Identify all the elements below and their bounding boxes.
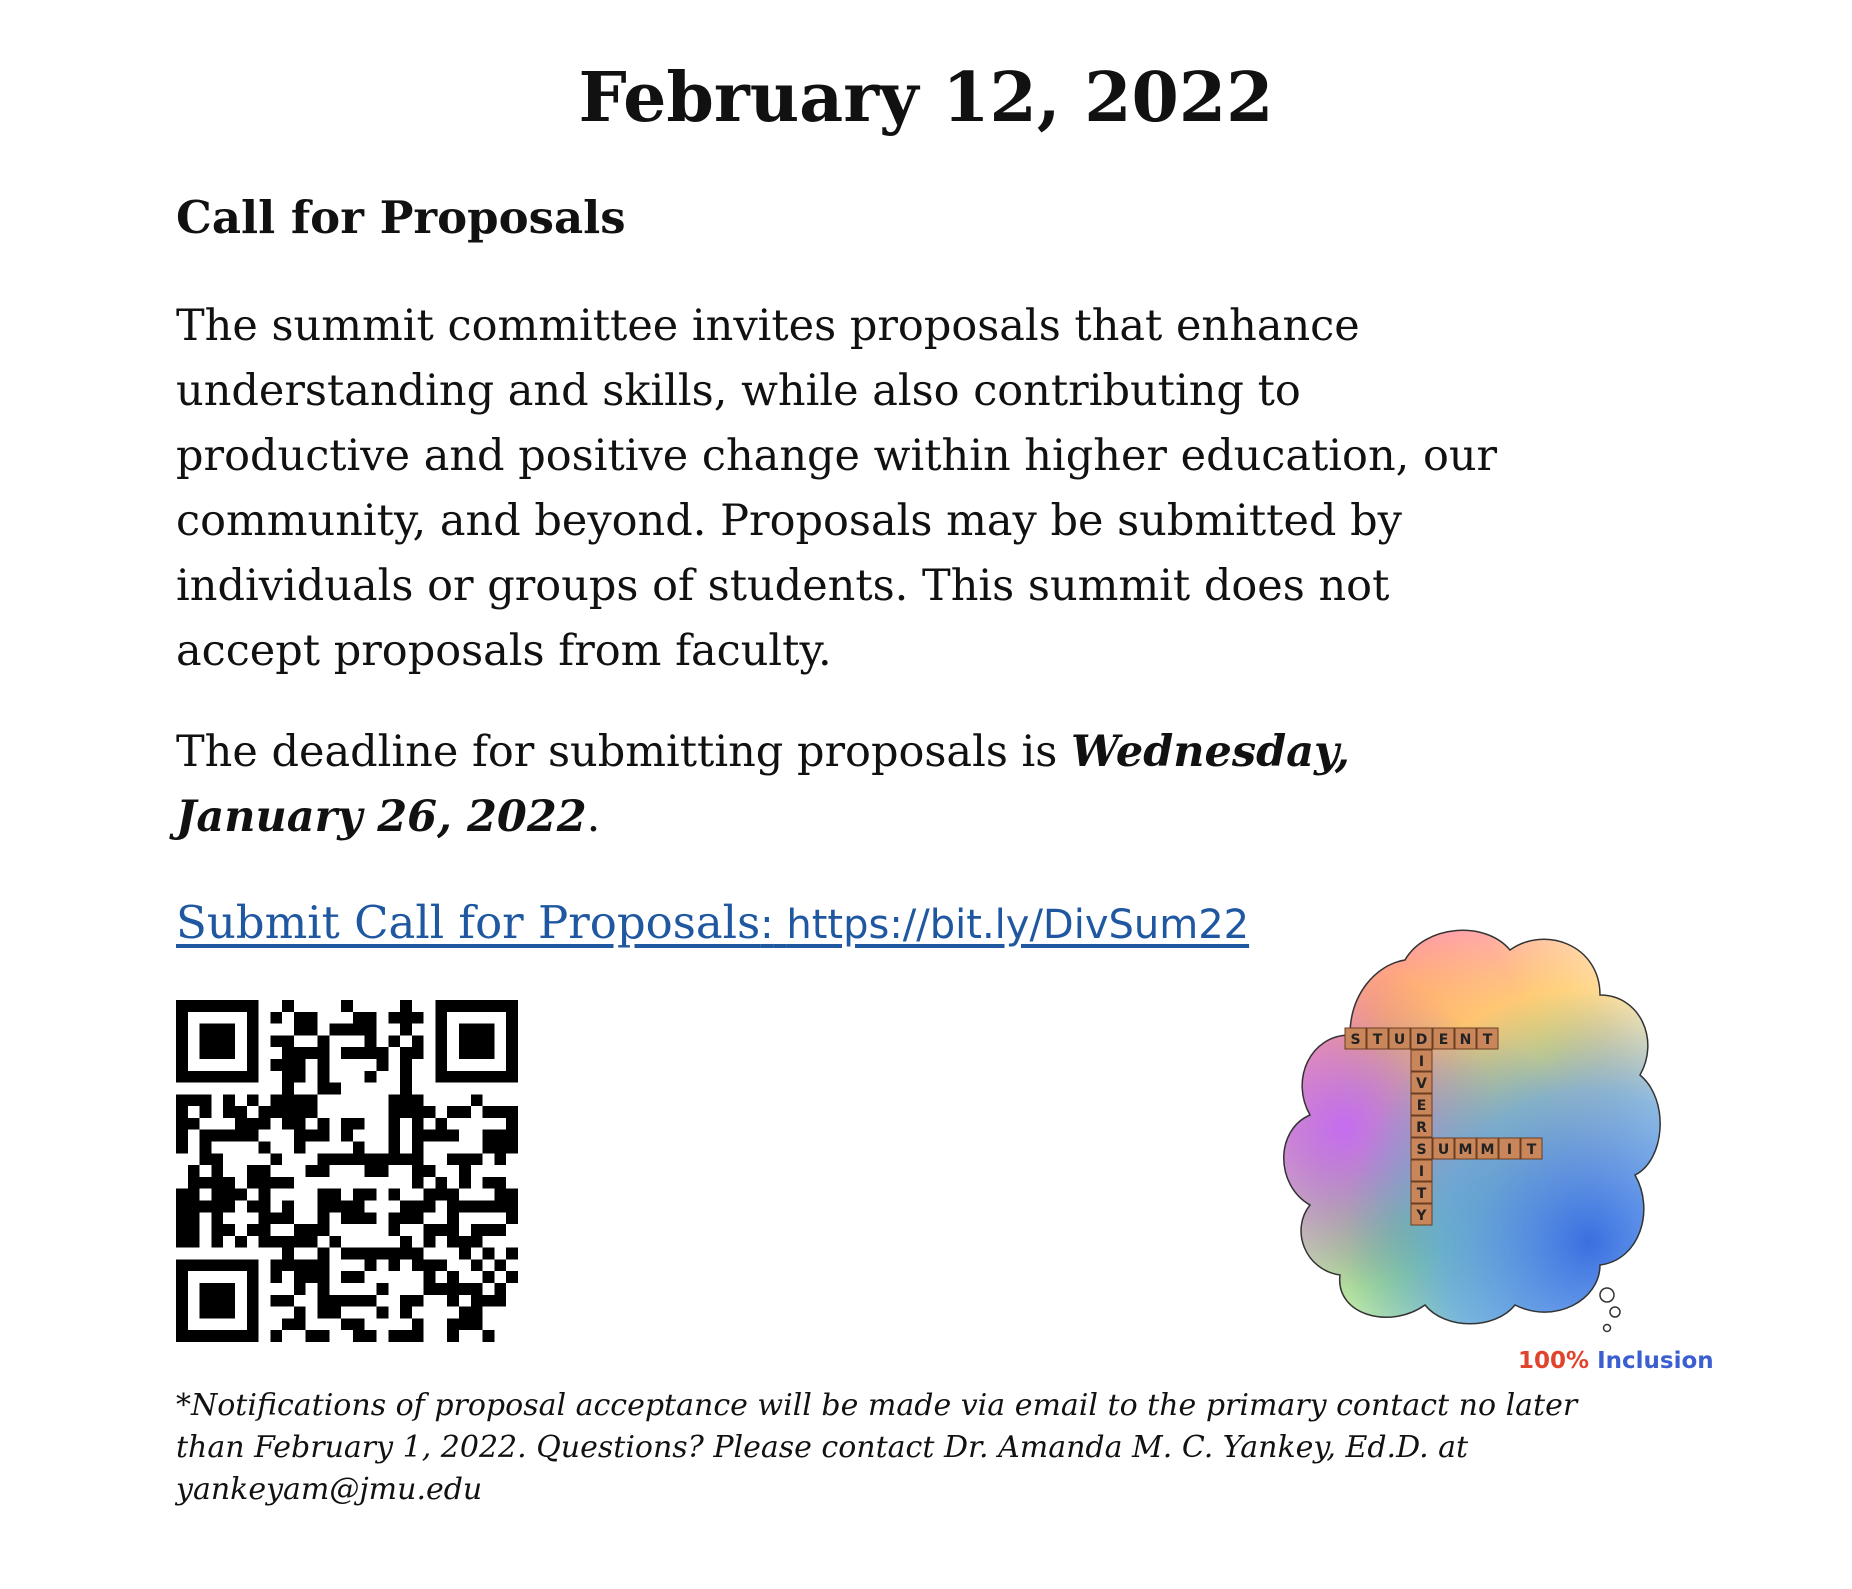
letter-tile-text: T — [1526, 1142, 1537, 1158]
deadline-paragraph — [176, 720, 1636, 850]
letter-tile-text: R — [1416, 1120, 1427, 1136]
deadline-prefix: The deadline for submitting proposals is — [176, 727, 1072, 777]
letter-tile-text: T — [1416, 1186, 1427, 1202]
footnote-line: *Notifications of proposal acceptance will be made via email to the primary contact no later — [176, 1388, 1578, 1423]
date-heading: February 12, 2022 — [578, 58, 1274, 138]
submit-url: : https://bit.ly/DivSum22 — [760, 902, 1250, 948]
logo-tagline: 100% Inclusion — [1518, 1348, 1714, 1374]
intro-paragraph — [176, 294, 1636, 684]
letter-tile-text: I — [1506, 1142, 1513, 1158]
letter-tile-text: M — [1458, 1142, 1473, 1158]
deadline-date: January 26, 2022 — [176, 792, 587, 842]
deadline-day: Wednesday, — [1071, 727, 1350, 777]
submit-proposals-link[interactable]: Submit Call for Proposals: https://bit.ly/DivSum22 — [176, 896, 1250, 949]
letter-tile-text: S — [1416, 1142, 1427, 1158]
deadline-suffix: . — [586, 792, 601, 842]
letter-tile-text: U — [1437, 1142, 1450, 1158]
letter-tile-text: I — [1418, 1164, 1425, 1180]
letter-tile-text: I — [1418, 1054, 1425, 1070]
letter-tile-text: E — [1438, 1032, 1449, 1048]
letter-tile-text: E — [1416, 1098, 1427, 1114]
qr-code[interactable] — [176, 1000, 518, 1342]
letter-tile-text: V — [1416, 1076, 1427, 1092]
section-heading: Call for Proposals — [176, 191, 626, 244]
letter-tile-text: M — [1480, 1142, 1495, 1158]
intro-line: productive and positive change within higher education, our — [176, 431, 1498, 481]
letter-tile-text: T — [1482, 1032, 1493, 1048]
intro-line: understanding and skills, while also contributing to — [176, 366, 1301, 416]
intro-line: community, and beyond. Proposals may be submitted by — [176, 496, 1402, 546]
letter-tile-text: T — [1372, 1032, 1383, 1048]
letter-tile-text: U — [1393, 1032, 1406, 1048]
tagline-percent: 100% — [1518, 1348, 1598, 1374]
intro-line: individuals or groups of students. This summit does not — [176, 561, 1390, 611]
footnote-line: than February 1, 2022. Questions? Please contact Dr. Amanda M. C. Yankey, Ed.D. at — [176, 1430, 1469, 1465]
student-diversity-summit-logo — [1255, 920, 1714, 1380]
footnote-line: yankeyam@jmu.edu — [176, 1472, 483, 1507]
letter-tile-text: N — [1459, 1032, 1472, 1048]
submit-link-line — [176, 893, 1249, 955]
letter-tile-text: D — [1415, 1032, 1428, 1048]
letter-tile-text: Y — [1416, 1208, 1427, 1224]
intro-line: The summit committee invites proposals that enhance — [176, 301, 1360, 351]
letter-tile-text: S — [1350, 1032, 1361, 1048]
footnote — [176, 1385, 1616, 1511]
intro-line: accept proposals from faculty. — [176, 626, 832, 676]
